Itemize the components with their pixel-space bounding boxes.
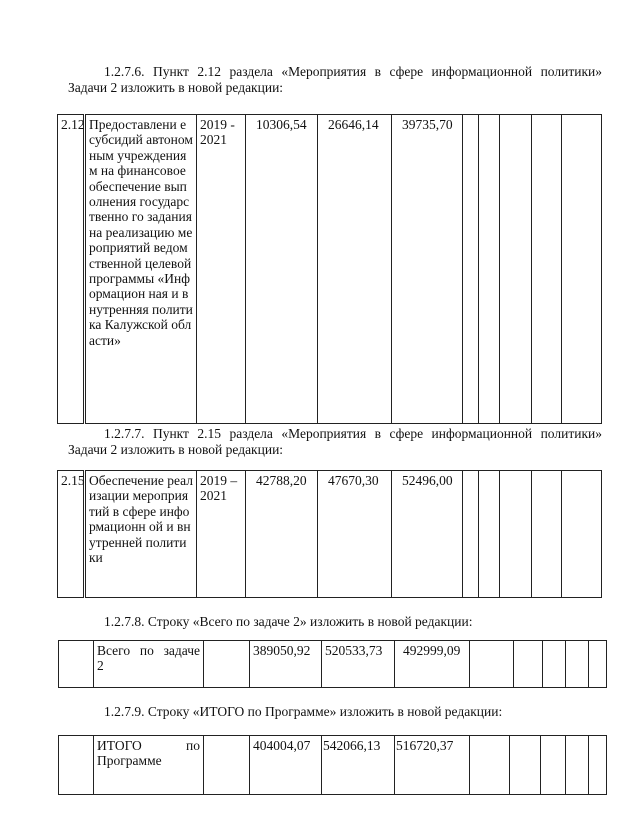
cell-number: 2.12 xyxy=(58,115,85,424)
cell-empty xyxy=(566,641,589,688)
table-item-2-12 xyxy=(57,114,602,424)
table-row xyxy=(58,115,602,424)
cell-value-3: 39735,70 xyxy=(392,115,463,424)
cell-period: 2019 - 2021 xyxy=(197,115,246,424)
cell-empty xyxy=(532,471,562,598)
cell-empty xyxy=(514,641,543,688)
table-item-2-15 xyxy=(57,470,602,598)
cell-empty xyxy=(500,115,532,424)
cell-empty xyxy=(59,641,94,688)
cell-value-1: 10306,54 xyxy=(246,115,318,424)
cell-empty xyxy=(532,115,562,424)
cell-name-line: ИТОГО по xyxy=(97,738,200,753)
cell-value-2: 520533,73 xyxy=(322,641,395,688)
section-heading-1-2-7-7 xyxy=(68,426,602,458)
cell-empty xyxy=(541,736,566,795)
cell-empty xyxy=(566,736,589,795)
cell-value-2: 542066,13 xyxy=(322,736,395,795)
section-heading-1-2-7-8 xyxy=(104,614,472,630)
cell-value-1: 389050,92 xyxy=(250,641,322,688)
table-row xyxy=(58,471,602,598)
heading-line: 1.2.7.9. Строку «ИТОГО по Программе» изложить в новой редакции: xyxy=(104,704,503,719)
cell-name: Предоставлени е субсидий автономным учреждениям на финансовое обеспечение выполнения государственно го задания на реализацию мероприятий ведомственной целевой программы «Информацион ная и внутренняя политика Калужской области» xyxy=(85,115,197,424)
heading-line: 1.2.7.8. Строку «Всего по задаче 2» изложить в новой редакции: xyxy=(104,614,473,629)
cell-empty xyxy=(479,115,500,424)
cell-value-2: 47670,30 xyxy=(318,471,392,598)
cell-empty xyxy=(479,471,500,598)
cell-name-line: 2 xyxy=(97,658,104,674)
heading-line: Задачи 2 изложить в новой редакции: xyxy=(68,80,284,95)
cell-period: 2019 – 2021 xyxy=(197,471,246,598)
cell-value-3: 492999,09 xyxy=(395,641,470,688)
cell-empty xyxy=(470,736,510,795)
cell-empty xyxy=(204,641,250,688)
cell-empty xyxy=(470,641,514,688)
cell-value-2: 26646,14 xyxy=(318,115,392,424)
cell-empty xyxy=(562,471,602,598)
cell-empty xyxy=(463,471,479,598)
cell-empty xyxy=(500,471,532,598)
table-row xyxy=(59,736,607,795)
cell-name-line: Всего по задаче xyxy=(97,643,200,658)
cell-empty xyxy=(463,115,479,424)
cell-name-line: Программе xyxy=(97,753,162,769)
table-total-programme xyxy=(58,735,607,795)
cell-name xyxy=(94,641,204,688)
cell-empty xyxy=(589,736,607,795)
cell-empty xyxy=(59,736,94,795)
table-total-task-2 xyxy=(58,640,607,688)
section-heading-1-2-7-9 xyxy=(104,704,502,720)
heading-line: 1.2.7.6. Пункт 2.12 раздела «Мероприятия в сфере информационной политики» xyxy=(104,64,602,79)
cell-value-1: 42788,20 xyxy=(246,471,318,598)
cell-value-3: 516720,37 xyxy=(395,736,470,795)
heading-line: 1.2.7.7. Пункт 2.15 раздела «Мероприятия в сфере информационной политики» xyxy=(104,426,602,441)
cell-empty xyxy=(589,641,607,688)
cell-name: Обеспечение реализации мероприятий в сфере информационн ой и внутренней политики xyxy=(85,471,197,598)
section-heading-1-2-7-6 xyxy=(68,64,602,96)
cell-empty xyxy=(204,736,250,795)
cell-name xyxy=(94,736,204,795)
table-row xyxy=(59,641,607,688)
cell-value-3: 52496,00 xyxy=(392,471,463,598)
cell-empty xyxy=(543,641,566,688)
cell-number: 2.15 xyxy=(58,471,85,598)
cell-value-1: 404004,07 xyxy=(250,736,322,795)
heading-line: Задачи 2 изложить в новой редакции: xyxy=(68,442,284,457)
cell-empty xyxy=(562,115,602,424)
cell-empty xyxy=(510,736,541,795)
